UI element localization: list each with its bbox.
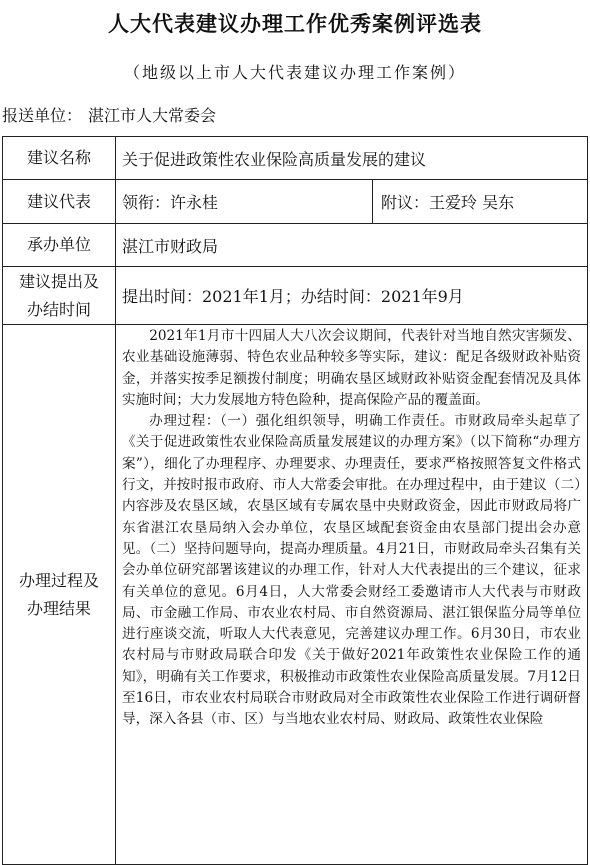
proposal-name-label: 建议名称 [3,137,116,180]
page-subtitle: （地级以上市人大代表建议办理工作案例） [123,63,466,82]
process-label-line1: 办理过程及 [18,570,99,590]
row-handling-unit [3,224,588,267]
process-paragraph-2: 办理过程：（一）强化组织领导，明确工作责任。市财政局牵头起草了《关于促进政策性农业保险高质量发展建议的办理方案》（以下简称“办理方案”），细化了办理程序、办理要求、办理责任，要求严格按照答复文件格式行文，并按时报市政府、市人大常委会审批。在办理过程中，由于建议（二）内容涉及农垦区域，农垦区域有专属农垦中央财政资金，因此市财政局将广东省湛江农垦局纳入会办单位，农垦区域配套资金由农垦部门提出会办意见。（二）坚持问题导向，提高办理质量。4月21日，市财政局牵头召集有关会办单位研究部署该建议的办理工作，针对人大代表提出的三个建议，征求有关单位的意见。6月4日，人大常委会财经工委邀请市人大代表与市财政局、市金融工作局、市农业农村局、市自然资源局、湛江银保监分局等单位进行座谈交流，听取人大代表意见，完善建议办理工作。6月30日，市农业农村局与市财政局联合印发《关于做好2021年政策性农业保险工作的通知》，明确有关工作要求，积极推动市政策性农业保险高质量发展。7月12日至16日，市农业农村局联合市财政局对全市政策性农业保险工作进行调研督导，深入各县（市、区）与当地农业农村局、财政局、政策性农业保险 [122,413,581,728]
submitting-unit-label: 报送单位： [2,106,83,125]
time-value: 提出时间：2021年1月；办结时间：2021年9月 [116,267,588,325]
process-label-line2: 办理结果 [26,598,91,618]
row-proposal-name [3,137,588,180]
process-label [3,325,116,865]
page-title: 人大代表建议办理工作优秀案例评选表 [108,12,482,36]
submitting-unit [2,103,216,126]
handling-unit-value: 湛江市财政局 [116,224,588,267]
process-content [116,325,588,865]
row-time [3,267,588,325]
handling-unit-label: 承办单位 [3,224,116,267]
proposal-name-value: 关于促进政策性农业保险高质量发展的建议 [116,137,588,180]
lead-representative: 领衔：许永桂 [116,180,373,223]
time-label-line2: 办结时间 [26,299,91,319]
time-label [3,267,116,325]
co-representatives: 附议：王爱玲 吴东 [381,193,515,212]
representative-cell [116,180,588,224]
evaluation-form-table [2,136,588,865]
process-paragraph-1: 2021年1月市十四届人大八次会议期间，代表针对当地自然灾害频发、农业基础设施薄弱、特色农业品种较多等实际，建议：配足各级财政补贴资金，并落实按季足额拨付制度；明确农垦区域财政补贴资金配套情况及具体实施时间；大力发展地方特色险种，提高保险产品的覆盖面。 [122,328,581,408]
row-process [3,325,588,865]
row-representative [3,180,588,224]
representative-label: 建议代表 [3,180,116,224]
time-label-line1: 建议提出及 [18,271,99,291]
submitting-unit-value: 湛江市人大常委会 [88,106,217,125]
